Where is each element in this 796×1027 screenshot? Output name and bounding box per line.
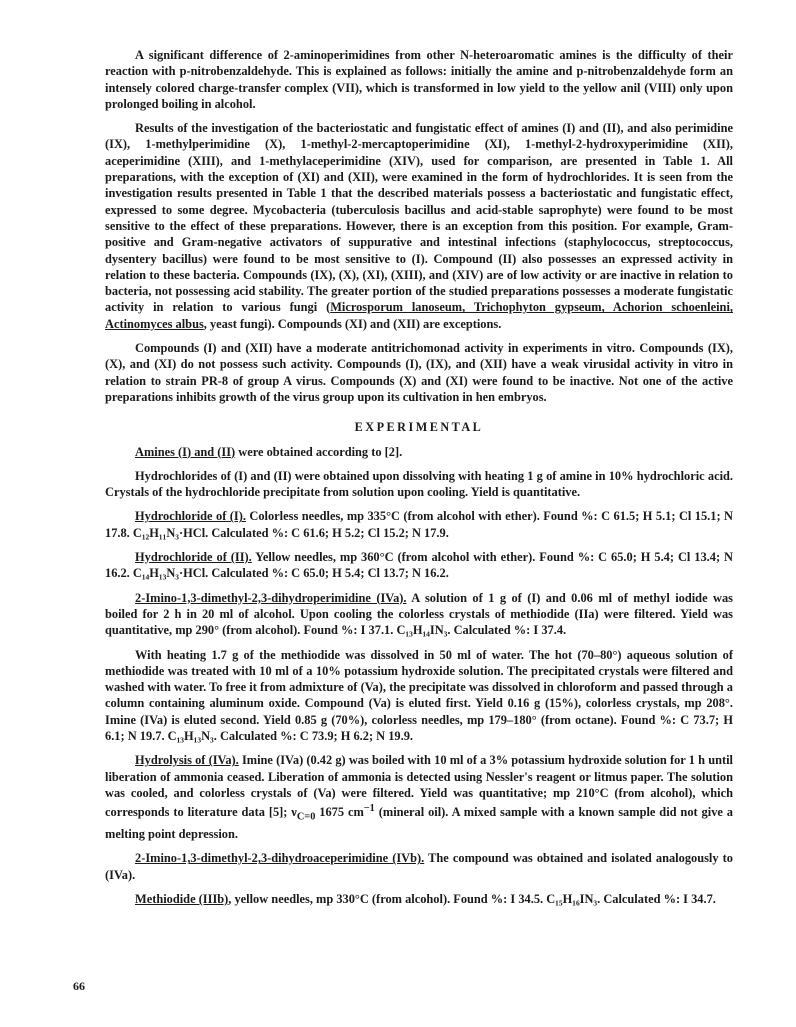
paragraph	[105, 590, 733, 639]
text-run: Imine (IVa) (0.42 g) was boiled with 10 ml of a 3% potassium hydroxide solution for 1 h until liberation of ammonia ceased. Liberation of ammonia is detected using Nessler's reagent or litmus paper. The solution was cooled, and colorless crystals of (Va) were filtered. Yield was quantitative; mp 210°C (from alcohol), which corresponds to literature data [5]; ν	[105, 753, 733, 820]
section-heading	[105, 419, 733, 435]
text-run: EXPERIMENTAL	[354, 420, 484, 435]
text-run: Hydrochlorides of (I) and (II) were obtained upon dissolving with heating 1 g of amine in 10% hydrochloric acid. Crystals of the hydrochloride precipitate from solution upon cooling. Yield is quantitative.	[105, 468, 733, 500]
text-run: A significant difference of 2-aminoperimidines from other N-heteroaromatic amines is the difficulty of their reaction with p-nitrobenzaldehyde. This is explained as follows: initially the amine and p-nitrobenzaldehyde form an intensely colored charge-transfer complex (VII), which is transformed in low yield to the yellow anil (VIII) only upon prolonged boiling in alcohol.	[105, 48, 733, 111]
text-run: Colorless needles, mp 335°C (from alcohol with ether). Found %: C 61.5; H 5.1; Cl 15.1; N 17.8. C₁₂H₁₁N₃·HCl. Calculated %: C 61.6; H 5.2; Cl 15.2; N 17.9.	[105, 509, 733, 540]
underlined-run: 2-Imino-1,3-dimethyl-2,3-dihydroperimidine (IVa).	[135, 590, 407, 605]
text-run: 1675 cm	[315, 805, 364, 820]
text-run: Results of the investigation of the bacteriostatic and fungistatic effect of amines (I) and (II), and also perimidine (IX), 1-methylperimidine (X), 1-methyl-2-mercaptoperimidine (XI), 1-methyl-2-hydroxyperimidine (XII), aceperimidine (XIII), and 1-methylaceperimidine (XIV), used for comparison, are presented in Table 1. All preparations, with the exception of (XI) and (XII), were examined in the form of hydrochlorides. It is seen from the investigation results presented in Table 1 that the described materials possess a bacteriostatic and fungistatic effect, expressed to some degree. Mycobacteria (tuberculosis bacillus and acid-stable saprophyte) were found to be most sensitive to the effect of these preparations. However, there is an exception from this position. For example, Gram-positive and Gram-negative activators of suppurative and intestinal infections (staphylococcus, streptococcus, dysentery bacillus) were found to be most sensitive to (I). Compound (II) also possesses an expressed activity in relation to these bacteria. Compounds (IX), (X), (XI), (XIII), and (XIV) are of low activity or are inactive in relation to bacteria, not possessing acid stability. The greater portion of the studied preparations possesses a moderate fungistatic activity in relation to various fungi (	[105, 121, 733, 315]
underlined-run: Methiodide (IIIb)	[135, 891, 229, 906]
underlined-run: Microsporum lanoseum, Trichophyton gypseum, Achorion schoenleini, Actinomyces albus	[105, 300, 733, 331]
text-run: Compounds (I) and (XII) have a moderate antitrichomonad activity in experiments in vitro. Compounds (IX), (X), and (XI) do not possess such activity. Compounds (I), (IX), and (XII) have a weak virusidal activity in vitro in relation to strain PR-8 of group A virus. Compounds (X) and (XI) were found to be inactive. Not one of the active preparations inhibits growth of the virus group upon its cultivation in hen embryos.	[105, 341, 733, 404]
paragraph	[105, 444, 733, 460]
paragraph	[105, 850, 733, 883]
text-run: (mineral oil). A mixed sample with a known sample did not give a melting point depression.	[105, 805, 733, 842]
text-run: With heating 1.7 g of the methiodide was dissolved in 50 ml of water. The hot (70–80°) aqueous solution of methiodide was treated with 10 ml of a 10% potassium hydroxide solution. The precipitated crystals were filtered and washed with water. To free it from admixture of (Va), the precipitate was dissolved in chloroform and passed through a column containing aluminum oxide. Compound (Va) is eluted first. Yield 0.16 g (15%), colorless crystals, mp 208°. Imine (IVa) is eluted second. Yield 0.85 g (70%), colorless needles, mp 179–180° (from octane). Found %: C 73.7; H 6.1; N 19.7. C₁₃H₁₃N₃. Calculated %: C 73.9; H 6.2; N 19.9.	[105, 647, 733, 743]
paragraph	[105, 549, 733, 582]
underlined-run: Amines (I) and (II)	[135, 444, 236, 459]
paragraph	[105, 508, 733, 541]
text-run: −1	[363, 803, 375, 815]
paragraph	[105, 752, 733, 842]
text-run: A solution of 1 g of (I) and 0.06 ml of methyl iodide was boiled for 2 h in 20 ml of alcohol. Upon cooling the colorless crystals of methiodide (IIa) were filtered. Yield was quantitative, mp 290° (from alcohol). Found %: I 37.1. C₁₃H₁₄IN₃. Calculated %: I 37.4.	[105, 590, 733, 638]
text-run: , yeast fungi). Compounds (XI) and (XII) are exceptions.	[203, 316, 502, 331]
paragraph	[105, 647, 733, 745]
text-run: were obtained according to [2].	[235, 444, 403, 459]
text-run: C=0	[296, 811, 316, 823]
page-number: 66	[73, 979, 85, 993]
text-run: Yellow needles, mp 360°C (from alcohol with ether). Found %: C 65.0; H 5.4; Cl 13.4; N 16.2. C₁₄H₁₃N₃·HCl. Calculated %: C 65.0; H 5.4; Cl 13.7; N 16.2.	[105, 550, 733, 581]
underlined-run: Hydrochloride of (II).	[135, 550, 252, 565]
paragraph	[105, 468, 733, 501]
paragraph	[105, 891, 733, 907]
underlined-run: 2-Imino-1,3-dimethyl-2,3-dihydroaceperimidine (IVb).	[135, 851, 425, 866]
article-body	[105, 47, 733, 915]
paragraph	[105, 120, 733, 332]
underlined-run: Hydrochloride of (I).	[135, 509, 246, 524]
text-run: The compound was obtained and isolated analogously to (IVa).	[105, 851, 733, 882]
paragraph	[105, 340, 733, 405]
underlined-run: Hydrolysis of (IVa).	[135, 753, 239, 768]
paragraph	[105, 47, 733, 112]
text-run: , yellow needles, mp 330°C (from alcohol). Found %: I 34.5. C₁₅H₁₆IN₃. Calculated %: I 34.7.	[228, 891, 716, 906]
